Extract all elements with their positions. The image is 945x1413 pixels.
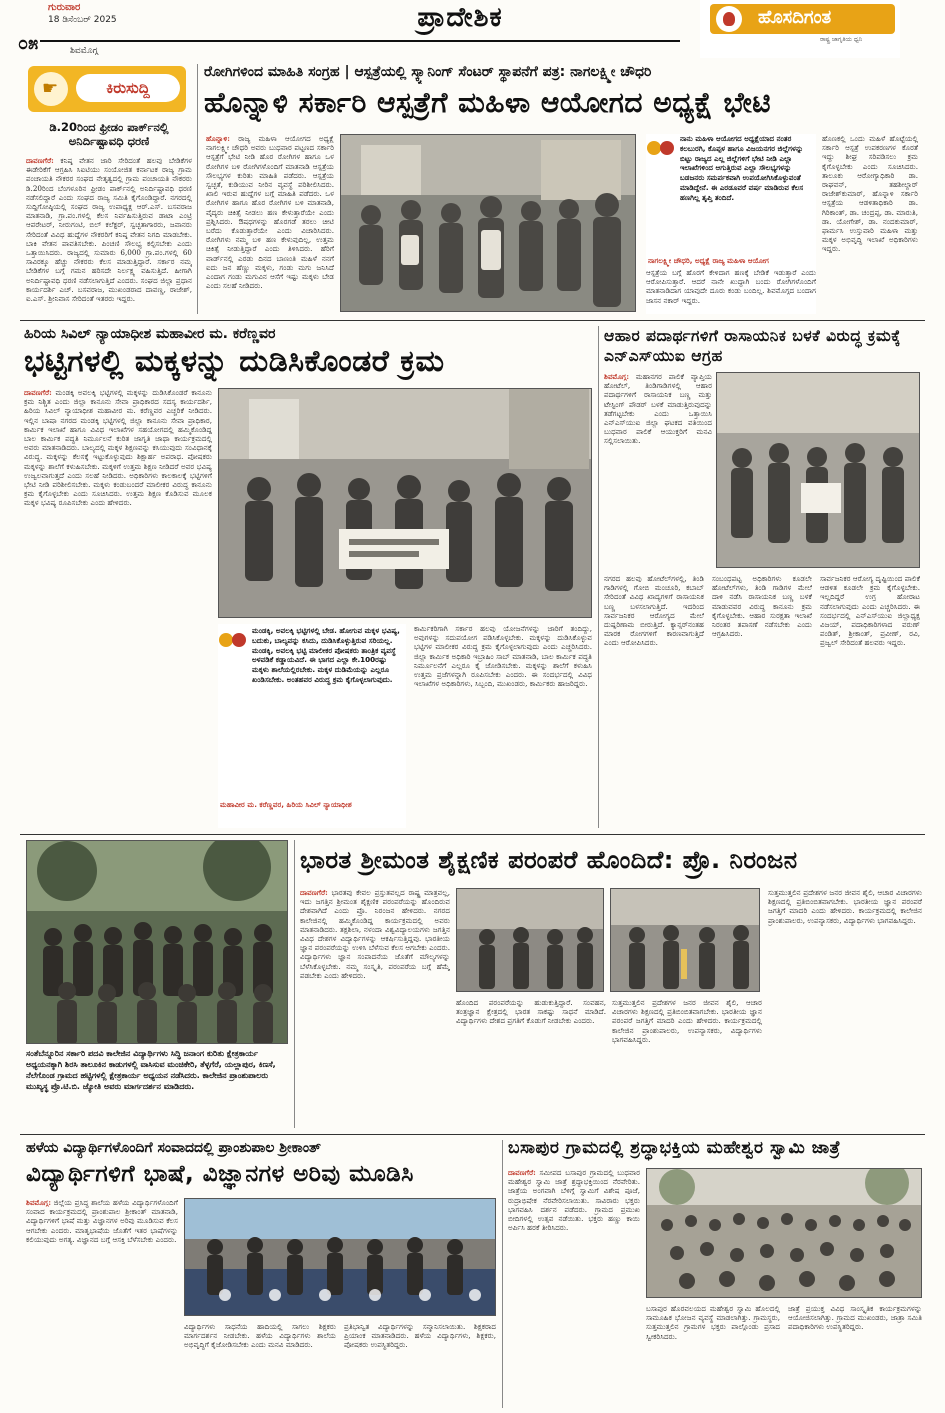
issue-day: ಗುರುವಾರ — [48, 2, 81, 13]
quote-mark-icon — [646, 134, 676, 162]
story7-headline: ಬಸಾಪುರ ಗ್ರಾಮದಲ್ಲಿ ಶ್ರದ್ಧಾಭಕ್ತಿಯ ಮಹೇಶ್ವರ ಸ್ವಾಮಿ ಜಾತ್ರೆ — [508, 1140, 841, 1158]
issue-date: 18 ಡಿಸೆಂಬರ್ 2025 — [48, 15, 117, 25]
column-rule — [197, 64, 198, 314]
quote-attribution: ಮಹಾವೀರ ಮ. ಕರೆಣ್ಣವರ, ಹಿರಿಯ ಸಿವಿಲ್ ನ್ಯಾಯಾಧೀಶ — [220, 800, 352, 809]
story3-body-col1: ಶಿವಮೊಗ್ಗ: ಮಹಾನಗರ ಪಾಲಿಕೆ ವ್ಯಾಪ್ತಿಯ ಹೋಟೆಲ್, ತಿಂಡಿಗಾಡಿಗಳಲ್ಲಿ ಆಹಾರ ಪದಾರ್ಥಗಳಿಗೆ ರಾಸಾಯನಿಕ ಬಣ್ಣ ಮತ್ತು ಟೇಸ್ಟಿಂಗ್ ಪೌಡರ್ ಬಳಕೆ ಮಾಡುತ್ತಿರುವುದನ್ನು ತಡೆಗಟ್ಟಬೇಕು ಎಂದು ಒತ್ತಾಯಿಸಿ ಎನ್‌ಎಸ್‌ಯುಐ ಜಿಲ್ಲಾ ಘಟಕದ ವತಿಯಿಂದ ಬುಧವಾರ ಪಾಲಿಕೆ ಆಯುಕ್ತರಿಗೆ ಮನವಿ ಸಲ್ಲಿಸಲಾಯಿತು. — [604, 372, 712, 446]
logo-tagline: ರಾಷ್ಟ್ರ ಜಾಗೃತಿಯ ಧ್ವನಿ — [820, 36, 863, 43]
story2-body-col1: ದಾವಣಗೆರೆ: ಮಂಡಕ್ಕಿ ಅವಲಕ್ಕಿ ಭಟ್ಟಿಗಳಲ್ಲಿ ಮಕ್ಕಳನ್ನು ದುಡಿಸಿಕೊಂಡರೆ ಕಾನೂನು ಕ್ರಮ ನಿಶ್ಚಿತ ಎಂದು ಜಿಲ್ಲಾ ಕಾನೂನು ಸೇವಾ ಪ್ರಾಧಿಕಾರದ ಸದಸ್ಯ ಕಾರ್ಯದರ್ಶಿ, ಹಿರಿಯ ಸಿವಿಲ್ ನ್ಯಾಯಾಧೀಶ ಮಹಾವೀರ ಮ. ಕರೆಣ್ಣವರ ಎಚ್ಚರಿಕೆ ನೀಡಿದರು. ಇಲ್ಲಿನ ಬಾಷಾ ನಗರದ ಮಂಡಕ್ಕಿ ಭಟ್ಟಿಗಳಲ್ಲಿ ಜಿಲ್ಲಾ ಕಾನೂನು ಸೇವಾ ಪ್ರಾಧಿಕಾರ, ಕಾರ್ಮಿಕ ಇಲಾಖೆ ಹಾಗೂ ವಿವಿಧ ಇಲಾಖೆಗಳ ಸಹಯೋಗದಲ್ಲಿ ಹಮ್ಮಿಕೊಂಡಿದ್ದ ಬಾಲ ಕಾರ್ಮಿಕ ಪದ್ಧತಿ ನಿರ್ಮೂಲನೆ ಕುರಿತ ಜಾಗೃತಿ ಜಾಥಾ ಕಾರ್ಯಕ್ರಮದಲ್ಲಿ ಅವರು ಮಾತನಾಡಿದರು. ಬಾಲ್ಯದಲ್ಲಿ ಮಕ್ಕಳ ಶಿಕ್ಷಣವನ್ನು ಕಸಿಯುವುದು ಸಂವಿಧಾನಕ್ಕೆ ವಿರುದ್ಧ. ಮಕ್ಕಳನ್ನು ಕೆಲಸಕ್ಕೆ ಇಟ್ಟುಕೊಳ್ಳುವುದು ಶಿಕ್ಷಾರ್ಹ ಅಪರಾಧ. ಪೋಷಕರು ಮಕ್ಕಳನ್ನು ಶಾಲೆಗೆ ಕಳುಹಿಸಬೇಕು. ಮಕ್ಕಳಿಗೆ ಉತ್ತಮ ಶಿಕ್ಷಣ ನೀಡಿದರೆ ಅವರ ಭವಿಷ್ಯ ಉಜ್ವಲವಾಗುತ್ತದೆ ಎಂದು ಸಲಹೆ ನೀಡಿದರು. ಅಧಿಕಾರಿಗಳು ಕಾಲಕಾಲಕ್ಕೆ ಭಟ್ಟಿಗಳಿಗೆ ಭೇಟಿ ನೀಡಿ ಪರಿಶೀಲಿಸಬೇಕು. ಮಕ್ಕಳು ಕಂಡುಬಂದರೆ ಮಾಲೀಕರ ವಿರುದ್ಧ ಕಾನೂನು ಕ್ರಮ ಕೈಗೊಳ್ಳಬೇಕು ಎಂದು ಸೂಚಿಸಿದರು. ಉತ್ತಮ ಶಿಕ್ಷಣ ಕೊಡಿಸುವ ಮೂಲಕ ಮಕ್ಕಳ ಭವಿಷ್ಯ ರೂಪಿಸಬೇಕು ಎಂದು ಹೇಳಿದರು. — [24, 388, 212, 508]
story1-kicker: ರೋಗಿಗಳಿಂದ ಮಾಹಿತಿ ಸಂಗ್ರಹ | ಆಸ್ಪತ್ರೆಯಲ್ಲಿ ಸ್ಕ್ಯಾನಿಂಗ್ ಸೆಂಟರ್ ಸ್ಥಾಪನೆಗೆ ಪತ್ರ: ನಾಗಲಕ್ಷ್ಮೀ ಚೌಧರಿ — [204, 64, 652, 80]
kiru-suddi-label: ಕಿರುಸುದ್ದಿ — [76, 74, 180, 102]
story7-body-col2: ಬಸಾಪುರ ಹೊರವಲಯದ ಮಹೇಶ್ವರ ಸ್ವಾಮಿ ಹೊಲದಲ್ಲಿ ಸಾಮೂಹಿಕ ಭೋಜನ ವ್ಯವಸ್ಥೆ ಮಾಡಲಾಗಿತ್ತು. ಗ್ರಾಮಸ್ಥರು, ಸುತ್ತಮುತ್ತಲಿನ ಗ್ರಾಮಗಳ ಭಕ್ತರು ಪಾಲ್ಗೊಂಡು ಪ್ರಸಾದ ಸ್ವೀಕರಿಸಿದರು. — [646, 1304, 780, 1341]
story6-body-col2: ವಿದ್ಯಾರ್ಥಿಗಳು ಸಾಧನೆಯ ಹಾದಿಯಲ್ಲಿ ಸಾಗಲು ಶಿಕ್ಷಕರು ಮಾರ್ಗದರ್ಶನ ನೀಡಬೇಕು. ಹಳೆಯ ವಿದ್ಯಾರ್ಥಿಗಳು ಶಾಲೆಯ ಅಭಿವೃದ್ಧಿಗೆ ಕೈಜೋಡಿಸಬೇಕು ಎಂದು ಮನವಿ ಮಾಡಿದರು. — [184, 1322, 336, 1350]
quote-text: ನಾನು ಮಹಿಳಾ ಆಯೋಗದ ಅಧ್ಯಕ್ಷೆಯಾದ ನಂತರ ಕಲಬುರಗಿ, ಕೊಪ್ಪಳ ಹಾಗೂ ವಿಜಯನಗರ ಜಿಲ್ಲೆಗಳನ್ನು ಬಿಟ್ಟು ರಾಜ್ಯದ ಎಲ್ಲ ಜಿಲ್ಲೆಗಳಿಗೆ ಭೇಟಿ ನೀಡಿ ಎಲ್ಲಾ ಇಲಾಖೆಗಳಿಂದ ಆಗುತ್ತಿರುವ ಎಲ್ಲಾ ಸೌಲಭ್ಯಗಳನ್ನು ಬಡಜನರು ಸಮರ್ಪಕವಾಗಿ ಉಪಯೋಗಿಸಿಕೊಳ್ಳುವಂತೆ ಮಾಡಿದ್ದೇನೆ. ಈ ಎರಡೂವರೆ ವರ್ಷ ಮಾಡಿರುವ ಕೆಲಸ ಹಣಗಿಲ್ಲ ತೃಪ್ತಿ ತಂದಿದೆ. — [680, 134, 804, 202]
quote-attribution: ನಾಗಲಕ್ಷ್ಮೀ ಚೌಧರಿ, ಅಧ್ಯಕ್ಷೆ ರಾಜ್ಯ ಮಹಿಳಾ ಆಯೋಗ — [648, 256, 769, 265]
edition-city: ಶಿವಮೊಗ್ಗ — [70, 46, 98, 56]
logo-text: ಹೊಸದಿಗಂತ — [758, 7, 832, 28]
story5-body-col4: ಸುತ್ತಮುತ್ತಲಿನ ಪ್ರದೇಶಗಳ ಜನರ ಜೀವನ ಶೈಲಿ, ಆಚಾರ ವಿಚಾರಗಳು ಶಿಕ್ಷಣದಲ್ಲಿ ಪ್ರತಿಬಿಂಬಿತವಾಗಬೇಕು. ಭಾರತೀಯ ಜ್ಞಾನ ಪರಂಪರೆ ಜಗತ್ತಿಗೆ ಮಾದರಿ ಎಂದು ಹೇಳಿದರು. ಕಾರ್ಯಕ್ರಮದಲ್ಲಿ ಕಾಲೇಜಿನ ಪ್ರಾಂಶುಪಾಲರು, ಉಪನ್ಯಾಸಕರು, ವಿದ್ಯಾರ್ಥಿಗಳು ಭಾಗವಹಿಸಿದ್ದರು. — [768, 888, 922, 925]
brief-title: ಡಿ.20ರಿಂದ ಫ್ರೀಡಂ ಪಾರ್ಕ್‌ನಲ್ಲಿ ಅನಿರ್ದಿಷ್ಟಾವಧಿ ಧರಣಿ — [49, 120, 169, 148]
story1-body-col1: ಹೊನ್ನಾಳಿ: ರಾಜ್ಯ ಮಹಿಳಾ ಆಯೋಗದ ಅಧ್ಯಕ್ಷೆ ನಾಗಲಕ್ಷ್ಮೀ ಚೌಧರಿ ಅವರು ಬುಧವಾರ ಪಟ್ಟಣದ ಸರ್ಕಾರಿ ಆಸ್ಪತ್ರೆಗೆ ಭೇಟಿ ನೀಡಿ ಹೊರ ರೋಗಿಗಳ ಹಾಗೂ ಒಳ ರೋಗಿಗಳ ಬಳಿ ರೋಗಿಗಳೊಂದಿಗೆ ಮಾತನಾಡಿ ಆಸ್ಪತ್ರೆಯ ಸೌಲಭ್ಯಗಳ ಕುರಿತು ಮಾಹಿತಿ ಪಡೆದರು. ಆಸ್ಪತ್ರೆಯ ಸ್ವಚ್ಛತೆ, ಕುಡಿಯುವ ನೀರಿನ ವ್ಯವಸ್ಥೆ ಪರಿಶೀಲಿಸಿದರು. ಖಾಲಿ ಇರುವ ಹುದ್ದೆಗಳ ಬಗ್ಗೆ ಮಾಹಿತಿ ಪಡೆದರು. ಒಳ ರೋಗಿಗಳ ಹಾಗೂ ಹೊರ ರೋಗಿಗಳ ಬಳಿ ಮಾತನಾಡಿ, ವೈದ್ಯರು ಚಿಕಿತ್ಸೆ ನೀಡಲು ಹಣ ಕೇಳುತ್ತಾರೆಯೇ ಎಂದು ಪ್ರಶ್ನಿಸಿದರು. ಔಷಧಗಳನ್ನು ಹೊರಗಡೆ ತರಲು ಚೀಟಿ ಬರೆದು ಕೊಡುತ್ತಾರೆಯೇ ಎಂದು ವಿಚಾರಿಸಿದರು. ರೋಗಿಗಳು ನಮ್ಮ ಬಳಿ ಹಣ ಕೇಳುವುದಿಲ್ಲ, ಉತ್ತಮ ಚಿಕಿತ್ಸೆ ನೀಡುತ್ತಿದ್ದಾರೆ ಎಂದು ತಿಳಿಸಿದರು. ಹೆರಿಗೆ ವಾರ್ಡ್‌ನಲ್ಲಿ ಎರಡು ದಿನದ ಬಾಣಂತಿ ಮಹಿಳೆ ನನಗೆ ಐದು ಜನ ಹೆಣ್ಣು ಮಕ್ಕಳು, ಗಂಡು ಮಗು ಜನಿಸಿದೆ ಎಂದಾಗ ಗಂಡು ಮಗುವಿನ ಆಸೆಗೆ ಇಷ್ಟು ಮಕ್ಕಳು ಬೇಡ ಎಂದು ಸಲಹೆ ನೀಡಿದರು. — [206, 134, 334, 291]
newspaper-logo — [700, 0, 900, 58]
story7-body-col1: ದಾವಣಗೆರೆ: ಸಮೀಪದ ಬಸಾಪುರ ಗ್ರಾಮದಲ್ಲಿ ಬುಧವಾರ ಮಹೇಶ್ವರ ಸ್ವಾಮಿ ಜಾತ್ರೆ ಶ್ರದ್ಧಾಭಕ್ತಿಯಿಂದ ನೆರವೇರಿತು. ಜಾತ್ರೆಯ ಅಂಗವಾಗಿ ಬೆಳಿಗ್ಗೆ ಸ್ವಾಮಿಗೆ ವಿಶೇಷ ಪೂಜೆ, ರುದ್ರಾಭಿಷೇಕ ನೆರವೇರಿಸಲಾಯಿತು. ಸಾವಿರಾರು ಭಕ್ತರು ಭಾಗವಹಿಸಿ ದರ್ಶನ ಪಡೆದರು. ಗ್ರಾಮದ ಪ್ರಮುಖ ಬೀದಿಗಳಲ್ಲಿ ಉತ್ಸವ ನಡೆಯಿತು. ಭಕ್ತರು ಹಣ್ಣು ಕಾಯಿ ಅರ್ಪಿಸಿ ಹರಕೆ ತೀರಿಸಿದರು. — [508, 1168, 640, 1233]
story6-body-col3: ಪ್ರತಿಭಾನ್ವಿತ ವಿದ್ಯಾರ್ಥಿಗಳನ್ನು ಸನ್ಮಾನಿಸಲಾಯಿತು. ಶಿಕ್ಷಕರಾದ ಪ್ರಿಯಾಂಕ ಮಾತನಾಡಿದರು. ಹಳೆಯ ವಿದ್ಯಾರ್ಥಿಗಳು, ಶಿಕ್ಷಕರು, ಪೋಷಕರು ಉಪಸ್ಥಿತರಿದ್ದರು. — [344, 1322, 496, 1350]
story6-headline: ವಿದ್ಯಾರ್ಥಿಗಳಿಗೆ ಭಾಷೆ, ವಿಜ್ಞಾನಗಳ ಅರಿವು ಮೂಡಿಸಿ — [26, 1162, 414, 1187]
story6-kicker: ಹಳೆಯ ವಿದ್ಯಾರ್ಥಿಗಳೊಂದಿಗೆ ಸಂವಾದದಲ್ಲಿ ಪ್ರಾಂಶುಪಾಲ ಶ್ರೀಕಾಂತ್ — [26, 1140, 322, 1156]
row-rule — [20, 320, 925, 321]
story1-body-col5: ಹೊಣಕಲ್ಲಿ ಒಂದು ಮಹಿಳೆ ಹೊಟ್ಟೆಯಲ್ಲಿ ಸರ್ಕಾರಿ ಆಸ್ಪತ್ರೆ ಉಪಕರಣಗಳ ಕೊರತೆ ಇದ್ದು ಶೀಘ್ರ ಸರಿಪಡಿಸಲು ಕ್ರಮ ಕೈಗೊಳ್ಳಬೇಕು ಎಂದು ಸೂಚಿಸಿದರು. ತಾಲೂಕು ಆರೋಗ್ಯಾಧಿಕಾರಿ ಡಾ. ರಾಘವನ್, ತಹಶೀಲ್ದಾರ್ ರಾಜೇಶ್‌ಕುಮಾರ್, ಹೊನ್ನಾಳಿ ಸರ್ಕಾರಿ ಆಸ್ಪತ್ರೆಯ ಆಡಳಿತಾಧಿಕಾರಿ ಡಾ. ಗಿರಿಕಾಂತ್, ಡಾ. ಚಂದ್ರಪ್ಪ, ಡಾ. ಮಾರುತಿ, ಡಾ. ಯೋಗೇಶ್, ಡಾ. ನಂದಕುಮಾರ್, ಫಾರ್ಮಸಿ ಉಸ್ತುವಾರಿ ಮಹಿಳಾ ಮತ್ತು ಮಕ್ಕಳ ಅಭಿವೃದ್ಧಿ ಇಲಾಖೆ ಅಧಿಕಾರಿಗಳು ಇದ್ದರು. — [822, 134, 918, 254]
masthead-rule — [40, 40, 680, 42]
row-rule — [20, 834, 925, 835]
logo-emblem-icon — [716, 6, 742, 32]
story7-body-col3: ಜಾತ್ರೆ ಪ್ರಯುಕ್ತ ವಿವಿಧ ಸಾಂಸ್ಕೃತಿಕ ಕಾರ್ಯಕ್ರಮಗಳನ್ನು ಆಯೋಜಿಸಲಾಗಿತ್ತು. ಗ್ರಾಮದ ಮುಖಂಡರು, ಜಾತ್ರಾ ಸಮಿತಿ ಪದಾಧಿಕಾರಿಗಳು ಉಪಸ್ಥಿತರಿದ್ದರು. — [788, 1304, 922, 1332]
quote-text: ಮಂಡಕ್ಕಿ, ಅವಲಕ್ಕಿ ಭಟ್ಟಿಗಳಲ್ಲಿ ಬೇಡ. ಹೋಗುವ ಮಕ್ಕಳ ಭವಿಷ್ಯ, ಬದುಕು, ಬಾಲ್ಯವನ್ನು ಕಸಿದು, ದುಡಿಸಿಕೊಳ್ಳುತ್ತಿರುವ ಸರಿಯಲ್ಲ. ಮಂಡಕ್ಕಿ, ಅವಲಕ್ಕಿ ಭಟ್ಟಿ ಮಾಲೀಕರ ಪೋಷಕರು ತಾಂತ್ರಿಕ ವ್ಯವಸ್ಥೆ ಅಳವಡಿಕೆ ಕಡ್ಡಾಯವಿದೆ. ಈ ಭಾಗದ ಎಲ್ಲಾ ಕೇ.100ರಷ್ಟು ಮಕ್ಕಳು ಶಾಲೆಯಲ್ಲಿರಬೇಕು. ಮಕ್ಕಳ ದುಡಿಮೆಯನ್ನು ಎಲ್ಲರೂ ಖಂಡಿಸಬೇಕು. ಅಂತಹವರ ವಿರುದ್ಧ ಕ್ರಮ ಕೈಗೊಳ್ಳಲಾಗುವುದು. — [252, 626, 400, 684]
story3-body-col2: ನಗರದ ಹಲವು ಹೋಟೆಲ್‌ಗಳಲ್ಲಿ, ತಿಂಡಿ ಗಾಡಿಗಳಲ್ಲಿ ಗೋಬಿ ಮಂಚೂರಿ, ಕಬಾಬ್ ಸೇರಿದಂತೆ ವಿವಿಧ ಖಾದ್ಯಗಳಿಗೆ ರಾಸಾಯನಿಕ ಬಣ್ಣ ಬಳಸಲಾಗುತ್ತಿದೆ. ಇದರಿಂದ ಸಾರ್ವಜನಿಕರ ಆರೋಗ್ಯದ ಮೇಲೆ ದುಷ್ಪರಿಣಾಮ ಬೀರುತ್ತಿದೆ. ಕ್ಯಾನ್ಸರ್‌ನಂತಹ ಮಾರಕ ರೋಗಗಳಿಗೆ ಕಾರಣವಾಗುತ್ತಿದೆ ಎಂದು ಆರೋಪಿಸಿದರು. — [604, 574, 704, 648]
story5-headline: ಭಾರತ ಶ್ರೀಮಂತ ಶೈಕ್ಷಣಿಕ ಪರಂಪರೆ ಹೊಂದಿದೆ: ಪ್ರೊ. ನಿರಂಜನ — [300, 848, 798, 874]
story5-body-col1: ದಾವಣಗೆರೆ: ಭಾರತವು ಕೇವಲ ಪ್ರಸ್ತುತವಲ್ಲದ ರಾಷ್ಟ್ರ ಮಾತ್ರವಲ್ಲ, ಇದು ಜಗತ್ತಿನ ಶ್ರೀಮಂತ ಶೈಕ್ಷಣಿಕ ಪರಂಪರೆಯನ್ನು ಹೊಂದಿರುವ ದೇಶವಾಗಿದೆ ಎಂದು ಪ್ರೊ. ನಿರಂಜನ ಹೇಳಿದರು. ನಗರದ ಕಾಲೇಜಿನಲ್ಲಿ ಹಮ್ಮಿಕೊಂಡಿದ್ದ ಕಾರ್ಯಕ್ರಮದಲ್ಲಿ ಅವರು ಮಾತನಾಡಿದರು. ತಕ್ಷಶಿಲಾ, ನಳಂದಾ ವಿಶ್ವವಿದ್ಯಾಲಯಗಳು ಜಗತ್ತಿನ ವಿವಿಧ ದೇಶಗಳ ವಿದ್ಯಾರ್ಥಿಗಳನ್ನು ಆಕರ್ಷಿಸುತ್ತಿದ್ದವು. ಭಾರತೀಯ ಜ್ಞಾನ ಪರಂಪರೆಯನ್ನು ಉಳಿಸಿ ಬೆಳೆಸುವ ಕೆಲಸ ಆಗಬೇಕು ಎಂದರು. ವಿದ್ಯಾರ್ಥಿಗಳು ಜ್ಞಾನ ಸಂಪಾದನೆಯ ಜೊತೆಗೆ ಮೌಲ್ಯಗಳನ್ನು ಬೆಳೆಸಿಕೊಳ್ಳಬೇಕು. ನಮ್ಮ ಸಂಸ್ಕೃತಿ, ಪರಂಪರೆಯ ಬಗ್ಗೆ ಹೆಮ್ಮೆ ಪಡಬೇಕು ಎಂದು ಹೇಳಿದರು. — [300, 888, 450, 980]
row-rule — [20, 1134, 925, 1135]
section-title: ಪ್ರಾದೇಶಿಕ — [417, 2, 503, 33]
page-number: ೦೫ — [18, 33, 39, 54]
story1-headline: ಹೊನ್ನಾಳಿ ಸರ್ಕಾರಿ ಆಸ್ಪತ್ರೆಗೆ ಮಹಿಳಾ ಆಯೋಗದ ಅಧ್ಯಕ್ಷೆ ಭೇಟಿ — [204, 88, 772, 119]
story2-headline: ಭಟ್ಟಿಗಳಲ್ಲಿ ಮಕ್ಕಳನ್ನು ದುಡಿಸಿಕೊಂಡರೆ ಕ್ರಮ — [24, 346, 445, 379]
story3-photo — [716, 372, 920, 568]
story5-photo-2 — [610, 888, 760, 992]
kiru-suddi-badge — [28, 66, 186, 112]
story4-photo — [26, 840, 288, 1044]
quote-mark-icon — [218, 626, 248, 654]
column-rule — [294, 840, 295, 1128]
story6-body-col1: ಶಿವಮೊಗ್ಗ: ಜಿಲ್ಲೆಯ ಪ್ರಸಿದ್ಧ ಶಾಲೆಯ ಹಳೆಯ ವಿದ್ಯಾರ್ಥಿಗಳೊಂದಿಗೆ ಸಂವಾದ ಕಾರ್ಯಕ್ರಮದಲ್ಲಿ ಪ್ರಾಂಶುಪಾಲ ಶ್ರೀಕಾಂತ್ ಮಾತನಾಡಿ, ವಿದ್ಯಾರ್ಥಿಗಳಿಗೆ ಭಾಷೆ ಮತ್ತು ವಿಜ್ಞಾನಗಳ ಅರಿವು ಮೂಡಿಸುವ ಕೆಲಸ ಆಗಬೇಕು ಎಂದರು. ಮಾತೃಭಾಷೆಯ ಜೊತೆಗೆ ಇತರ ಭಾಷೆಗಳನ್ನು ಕಲಿಯುವುದು ಅಗತ್ಯ. ವಿಜ್ಞಾನದ ಬಗ್ಗೆ ಆಸಕ್ತಿ ಬೆಳೆಸಬೇಕು ಎಂದರು. — [26, 1198, 178, 1244]
story3-body-col4: ಸಾರ್ವಜನಿಕರ ಆರೋಗ್ಯ ದೃಷ್ಟಿಯಿಂದ ಪಾಲಿಕೆ ಆಡಳಿತ ಕೂಡಲೇ ಕ್ರಮ ಕೈಗೊಳ್ಳಬೇಕು. ಇಲ್ಲದಿದ್ದರೆ ಉಗ್ರ ಹೋರಾಟ ನಡೆಸಲಾಗುವುದು ಎಂದು ಎಚ್ಚರಿಸಿದರು. ಈ ಸಂದರ್ಭದಲ್ಲಿ ಎನ್‌ಎಸ್‌ಯುಐ ಜಿಲ್ಲಾಧ್ಯಕ್ಷ ವಿಜಯ್, ಪದಾಧಿಕಾರಿಗಳಾದ ವರುಣ್ ಪಂಡಿತ್, ಶ್ರೀಕಾಂತ್, ಪ್ರವೀಣ್, ರವಿ, ಪ್ರಜ್ವಲ್ ಸೇರಿದಂತೆ ಹಲವರು ಇದ್ದರು. — [820, 574, 920, 648]
story2-photo — [218, 388, 592, 618]
column-rule — [598, 326, 599, 828]
story2-body-col3: ಕಾರ್ಮಿಕರಿಗಾಗಿ ಸರ್ಕಾರ ಹಲವು ಯೋಜನೆಗಳನ್ನು ಜಾರಿಗೆ ತಂದಿದ್ದು, ಅವುಗಳನ್ನು ಸದುಪಯೋಗ ಪಡಿಸಿಕೊಳ್ಳಬೇಕು. ಮಕ್ಕಳನ್ನು ದುಡಿಸಿಕೊಳ್ಳುವ ಭಟ್ಟಿಗಳ ಮಾಲೀಕರ ವಿರುದ್ಧ ಕ್ರಮ ಕೈಗೊಳ್ಳಲಾಗುವುದು ಎಂದು ಎಚ್ಚರಿಸಿದರು. ಜಿಲ್ಲಾ ಕಾರ್ಮಿಕ ಅಧಿಕಾರಿ ಇಬ್ರಾಹಿಂ ಸಾಬ್ ಮಾತನಾಡಿ, ಬಾಲ ಕಾರ್ಮಿಕ ಪದ್ಧತಿ ನಿರ್ಮೂಲನೆಗೆ ಎಲ್ಲರೂ ಕೈ ಜೋಡಿಸಬೇಕು. ಮಕ್ಕಳನ್ನು ಶಾಲೆಗೆ ಕಳುಹಿಸಿ ಉತ್ತಮ ಪ್ರಜೆಗಳನ್ನಾಗಿ ರೂಪಿಸಬೇಕು ಎಂದರು. ಈ ಸಂದರ್ಭದಲ್ಲಿ ವಿವಿಧ ಇಲಾಖೆಗಳ ಅಧಿಕಾರಿಗಳು, ಸಿಬ್ಬಂದಿ, ಮುಖಂಡರು, ಕಾರ್ಮಿಕರು ಹಾಜರಿದ್ದರು. — [414, 624, 592, 689]
hand-pointing-icon: ☛ — [34, 72, 68, 106]
story5-body-col2: ಹೊಂದಿದ ಪರಂಪರೆಯನ್ನು ಹುಡುಕುತ್ತಿದ್ದಾರೆ. ಸಂವಹನ, ತಂತ್ರಜ್ಞಾನ ಕ್ಷೇತ್ರದಲ್ಲಿ ಭಾರತ ಸಾಕಷ್ಟು ಸಾಧನೆ ಮಾಡಿದೆ. ವಿದ್ಯಾರ್ಥಿಗಳು ದೇಶದ ಪ್ರಗತಿಗೆ ಕೊಡುಗೆ ನೀಡಬೇಕು ಎಂದರು. — [456, 998, 606, 1026]
brief-text: ಕನಿಷ್ಠ ವೇತನ ಜಾರಿ ಸೇರಿದಂತೆ ಹಲವು ಬೇಡಿಕೆಗಳ ಈಡೇರಿಕೆಗೆ ಆಗ್ರಹಿಸಿ ಸಿಐಟಿಯು ಸಂಯೋಜಿತ ಕರ್ನಾಟಕ ರಾಜ್ಯ ಗ್ರಾಮ ಪಂಚಾಯತಿ ನೌಕರರ ಸಂಘದ ನೇತೃತ್ವದಲ್ಲಿ ಗ್ರಾಮ ಪಂಚಾಯತಿ ನೌಕರರು ಡಿ.20ರಿಂದ ಬೆಂಗಳೂರಿನ ಫ್ರೀಡಂ ಪಾರ್ಕ್‌ನಲ್ಲಿ ಅನಿರ್ದಿಷ್ಟಾವಧಿ ಧರಣಿ ನಡೆಸಲಿದ್ದಾರೆ ಎಂದು ಸಂಘದ ರಾಜ್ಯ ಸಮಿತಿ ಕೈಗೊಂಡಿದ್ದಾರೆ. ನಗರದಲ್ಲಿ ಸುದ್ದಿಗೋಷ್ಠಿಯಲ್ಲಿ ಸಂಘದ ರಾಜ್ಯ ಉಪಾಧ್ಯಕ್ಷ ಆರ್.ಎಸ್. ಬಸವರಾಜ ಮಾತನಾಡಿ, ಗ್ರಾ.ಪಂ.ಗಳಲ್ಲಿ ಕೆಲಸ ನಿರ್ವಹಿಸುತ್ತಿರುವ ಡಾಟಾ ಎಂಟ್ರಿ ಆಪರೇಟರ್, ನೀರುಗಂಟಿ, ಬಿಲ್ ಕಲೆಕ್ಟರ್, ಸ್ವಚ್ಛತಾಗಾರರು, ಜವಾನರು ಸೇರಿದಂತೆ ವಿವಿಧ ಹುದ್ದೆಗಳ ನೌಕರರಿಗೆ ಕನಿಷ್ಠ ವೇತನ ನಿಗದಿ ಮಾಡಬೇಕು. ಬಾಕಿ ವೇತನ ಪಾವತಿಸಬೇಕು. ಪಿಂಚಣಿ ಸೌಲಭ್ಯ ಕಲ್ಪಿಸಬೇಕು ಎಂದು ಒತ್ತಾಯಿಸಿದರು. ರಾಜ್ಯದಲ್ಲಿ ಸುಮಾರು 6,000 ಗ್ರಾ.ಪಂ.ಗಳಲ್ಲಿ 60 ಸಾವಿರಕ್ಕೂ ಹೆಚ್ಚು ನೌಕರರು ಕೆಲಸ ಮಾಡುತ್ತಿದ್ದಾರೆ. ಸರ್ಕಾರ ನಮ್ಮ ಬೇಡಿಕೆಗಳ ಬಗ್ಗೆ ಗಮನ ಹರಿಸದೇ ನಿರ್ಲಕ್ಷ್ಯ ವಹಿಸುತ್ತಿದೆ. ಹೀಗಾಗಿ ಅನಿರ್ದಿಷ್ಟಾವಧಿ ಧರಣಿ ನಡೆಸಲಾಗುತ್ತಿದೆ ಎಂದರು. ಸಂಘದ ಜಿಲ್ಲಾ ಪ್ರಧಾನ ಕಾರ್ಯದರ್ಶಿ ಎಚ್. ಬಸವರಾಜ, ಮುಖಂಡರಾದ ದಾವಣ್ಣ, ರಾಜೇಶ್, ಐ.ಎಸ್. ಶ್ರೀನಿವಾಸ ಸೇರಿದಂತೆ ಇತರರು ಇದ್ದರು. — [26, 156, 192, 304]
story1-photo — [340, 134, 636, 312]
story2-quote — [218, 624, 406, 828]
brief-body — [26, 156, 192, 314]
logo-banner — [710, 4, 895, 34]
story3-headline: ಆಹಾರ ಪದಾರ್ಥಗಳಿಗೆ ರಾಸಾಯನಿಕ ಬಳಕೆ ವಿರುದ್ಧ ಕ್ರಮಕ್ಕೆ ಎನ್‌ಎಸ್‌ಯುಐ ಆಗ್ರಹ — [604, 327, 901, 365]
story1-body-col4: ಆಸ್ಪತ್ರೆಯ ಬಗ್ಗೆ ಹೊರಗೆ ಕೇಳಿದಾಗ ಹಣಕ್ಕೆ ಬೇಡಿಕೆ ಇಡುತ್ತಾರೆ ಎಂದು ಆರೋಪಿಸುತ್ತಾರೆ. ಆದರೆ ನಾನೇ ಖುದ್ದಾಗಿ ಬಂದು ರೋಗಿಗಳೊಂದಿಗೆ ಮಾತನಾಡಿದಾಗ ಯಾವುದೇ ದೂರು ಕಂಡು ಬಂದಿಲ್ಲ. ಶಿವಮೊಗ್ಗದ ಬಂದಾಗ ಜಾಸನ ನಕಾರ್ ಇದ್ದರು. — [646, 268, 816, 305]
story5-photo-1 — [456, 888, 604, 992]
story7-photo — [646, 1168, 922, 1298]
brief-dateline: ದಾವಣಗೆರೆ: — [26, 156, 54, 165]
story6-photo — [184, 1198, 496, 1316]
story3-body-col3: ಸಂಬಂಧಪಟ್ಟ ಅಧಿಕಾರಿಗಳು ಕೂಡಲೇ ಹೋಟೆಲ್‌ಗಳು, ತಿಂಡಿ ಗಾಡಿಗಳ ಮೇಲೆ ದಾಳಿ ನಡೆಸಿ ರಾಸಾಯನಿಕ ಬಣ್ಣ ಬಳಕೆ ಮಾಡುವವರ ವಿರುದ್ಧ ಕಾನೂನು ಕ್ರಮ ಕೈಗೊಳ್ಳಬೇಕು. ಆಹಾರ ಸುರಕ್ಷತಾ ಇಲಾಖೆ ನಿರಂತರ ತಪಾಸಣೆ ನಡೆಸಬೇಕು ಎಂದು ಆಗ್ರಹಿಸಿದರು. — [712, 574, 812, 639]
story5-body-col3: ಸುತ್ತಮುತ್ತಲಿನ ಪ್ರದೇಶಗಳ ಜನರ ಜೀವನ ಶೈಲಿ, ಆಚಾರ ವಿಚಾರಗಳು ಶಿಕ್ಷಣದಲ್ಲಿ ಪ್ರತಿಬಿಂಬಿತವಾಗಬೇಕು. ಭಾರತೀಯ ಜ್ಞಾನ ಪರಂಪರೆ ಜಗತ್ತಿಗೆ ಮಾದರಿ ಎಂದು ಹೇಳಿದರು. ಕಾರ್ಯಕ್ರಮದಲ್ಲಿ ಕಾಲೇಜಿನ ಪ್ರಾಂಶುಪಾಲರು, ಉಪನ್ಯಾಸಕರು, ವಿದ್ಯಾರ್ಥಿಗಳು ಭಾಗವಹಿಸಿದ್ದರು. — [612, 998, 762, 1044]
story4-caption: ಸಂತೆಬೆನ್ನೂರಿನ ಸರ್ಕಾರಿ ಪದವಿ ಕಾಲೇಜಿನ ವಿದ್ಯಾರ್ಥಿಗಳು ಸಿದ್ಧಿ ಜನಾಂಗ ಕುರಿತು ಕ್ಷೇತ್ರಕಾರ್ಯ ಅಧ್ಯಯನಕ್ಕಾಗಿ ಶಿರಸಿ ತಾಲೂಕಿನ ಕಾಡುಗಳಲ್ಲಿ ವಾಸಿಸುವ ಮಂಚಿಕೇರಿ, ತೆಳ್ಳಗೆರೆ, ಯಲ್ಲಾಪುರ, ಕಿಣಸೆ, ನೆಲೆಗೊಂಡ ಗ್ರಾಮದ ಹಟ್ಟಿಗಳಲ್ಲಿ ಕ್ಷೇತ್ರಕಾರ್ಯ ಅಧ್ಯಯನ ನಡೆಸಿದರು. ಕಾಲೇಜಿನ ಪ್ರಾಂಶುಪಾಲರು ಮುಖ್ಯಸ್ಥ ಪ್ರೊ.ಟಿ.ಬಿ. ಜ್ಯೋತಿ ಅವರು ಮಾರ್ಗದರ್ಶನ ಮಾಡಿದರು. — [26, 1049, 276, 1091]
story2-kicker: ಹಿರಿಯ ಸಿವಿಲ್ ನ್ಯಾಯಾಧೀಶ ಮಹಾವೀರ ಮ. ಕರೆಣ್ಣವರ — [24, 326, 276, 342]
masthead — [0, 0, 945, 58]
column-rule — [502, 1140, 503, 1408]
